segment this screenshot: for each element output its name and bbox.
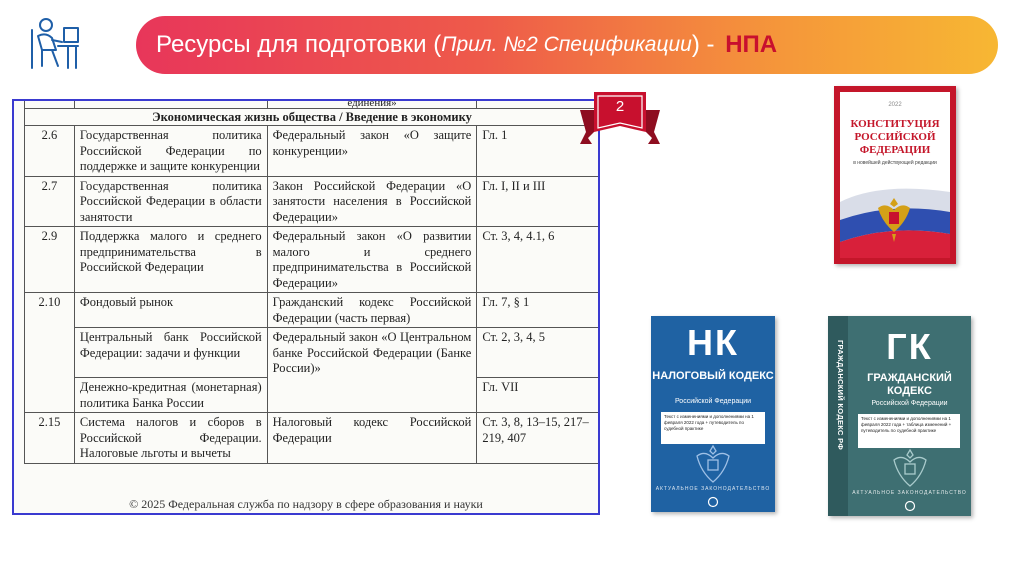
ribbon-badge-icon <box>580 86 660 148</box>
nk-sub: Российской Федерации <box>674 398 752 405</box>
title-close: ) - <box>691 31 715 58</box>
section-title: Экономическая жизнь общества / Введение в экономику <box>25 109 600 126</box>
row-num: 2.9 <box>25 227 75 293</box>
constitution-book <box>834 86 956 264</box>
tax-code-book <box>651 316 775 512</box>
row-num: 2.10 <box>25 293 75 328</box>
row-topic: Поддержка малого и среднего предпринимательства в Российской Федерации <box>74 227 267 293</box>
specification-document <box>12 99 600 515</box>
gk-abbr: ГК <box>886 326 933 367</box>
flag-emblem-icon <box>840 172 950 258</box>
row-topic: Государственная политика Российской Федерации в области занятости <box>74 176 267 227</box>
row-law: Федеральный закон «О развитии малого и среднего предпринимательства в Российской Федерации» <box>267 227 477 293</box>
row-topic: Денежно-кредитная (монетарная) политика Банка России <box>74 378 267 413</box>
row-law: Федеральный закон «О защите конкуренции» <box>267 126 477 177</box>
publisher-logo-icon <box>904 500 916 512</box>
row-ref: Гл. 1 <box>477 126 600 177</box>
table-row <box>25 378 600 413</box>
gk-name: ГРАЖДАНСКИЙ КОДЕКС <box>867 372 952 397</box>
copyright: © 2025 Федеральная служба по надзору в сфере образования и науки <box>129 497 483 511</box>
constitution-year: 2022 <box>888 102 902 108</box>
badge-number: 2 <box>615 98 625 115</box>
gk-spine-text: ГРАЖДАНСКИЙ КОДЕКС РФ <box>836 340 845 451</box>
row-ref: Ст. 3, 8, 13–15, 217–219, 407 <box>477 413 600 464</box>
table-row <box>25 126 600 177</box>
title-main: Ресурсы для подготовки ( <box>156 31 442 58</box>
table-row <box>25 413 600 464</box>
civil-code-book <box>828 316 971 516</box>
row-topic: Фондовый рынок <box>74 293 267 328</box>
row-num: 2.7 <box>25 176 75 227</box>
row-ref: Ст. 2, 3, 4, 5 <box>477 328 600 378</box>
nk-abbr: НК <box>687 322 739 363</box>
title-banner <box>136 16 998 74</box>
title-accent: НПА <box>725 31 778 58</box>
table-row <box>25 293 600 328</box>
table-row <box>25 227 600 293</box>
nk-note: Текст с изменениями и дополнениями на 1 февраля 2022 года + путеводитель по судебной практике <box>661 412 765 444</box>
row-topic: Центральный банк Российской Федерации: задачи и функции <box>74 328 267 378</box>
row-topic: Государственная политика Российской Федерации по поддержке и защите конкуренции <box>74 126 267 177</box>
table-row <box>25 176 600 227</box>
nk-name: НАЛОГОВЫЙ КОДЕКС <box>652 370 774 382</box>
nk-publisher: АКТУАЛЬНОЕ ЗАКОНОДАТЕЛЬСТВО <box>655 486 771 492</box>
row-topic: Система налогов и сборов в Российской Федерации. Налоговые льготы и вычеты <box>74 413 267 464</box>
gk-sub: Российской Федерации <box>871 400 948 407</box>
person-at-desk-icon <box>28 16 80 74</box>
gk-publisher: АКТУАЛЬНОЕ ЗАКОНОДАТЕЛЬСТВО <box>852 490 967 496</box>
emblem-icon <box>892 448 928 488</box>
title-italic: Прил. №2 Спецификации <box>441 33 692 56</box>
row-ref: Ст. 3, 4, 4.1, 6 <box>477 227 600 293</box>
table-row <box>25 328 600 378</box>
row-ref: Гл. 7, § 1 <box>477 293 600 328</box>
row-law: Гражданский кодекс Российской Федерации (часть первая) <box>267 293 477 328</box>
table-row-cut <box>25 99 600 109</box>
publisher-logo-icon <box>707 496 719 508</box>
section-row <box>25 109 600 126</box>
row-law: Закон Российской Федерации «О занятости населения в Российской Федерации» <box>267 176 477 227</box>
npa-table <box>24 99 600 464</box>
row-law: Налоговый кодекс Российской Федерации <box>267 413 477 464</box>
gk-note: Текст с изменениями и дополнениями на 1 февраля 2022 года + таблица изменений + путеводитель по судебной практике <box>858 414 960 448</box>
row-num: 2.15 <box>25 413 75 464</box>
row-num: 2.6 <box>25 126 75 177</box>
constitution-subtitle: в новейшей действующей редакции <box>853 160 937 166</box>
constitution-title: КОНСТИТУЦИЯ РОССИЙСКОЙ ФЕДЕРАЦИИ <box>850 118 940 156</box>
row-ref: Гл. I, II и III <box>477 176 600 227</box>
row-ref: Гл. VII <box>477 378 600 413</box>
emblem-icon <box>695 444 731 484</box>
row-law: Федеральный закон «О Центральном банке Российской Федерации (Банке России)» <box>267 328 477 378</box>
cut-text: единения» <box>267 99 477 109</box>
